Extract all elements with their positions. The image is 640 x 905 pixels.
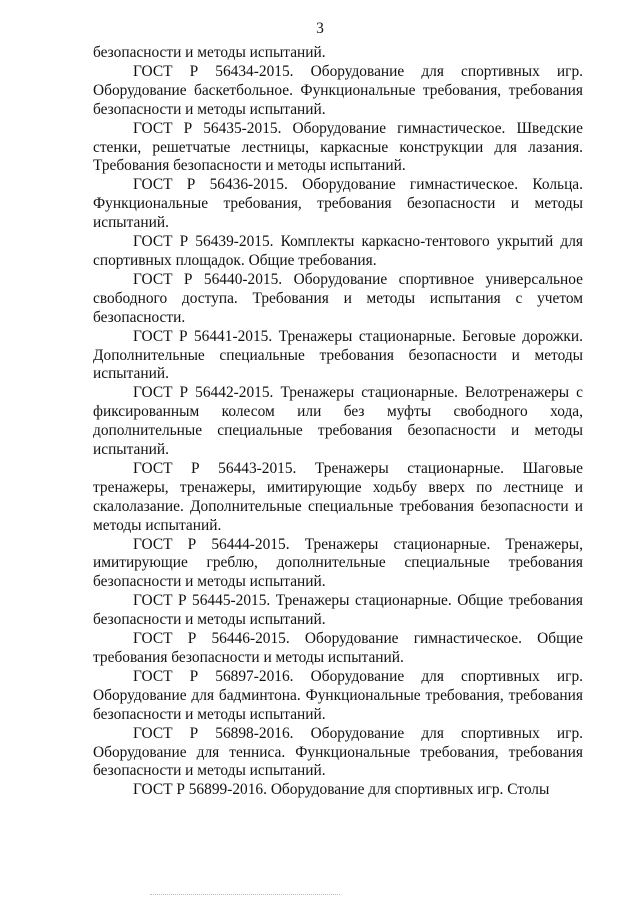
standard-paragraph: ГОСТ Р 56446-2015. Оборудование гимнастическое. Общие требования безопасности и методы испытаний. — [93, 630, 583, 666]
standard-paragraph: ГОСТ Р 56898-2016. Оборудование для спортивных игр. Оборудование для тенниса. Функциональные требования, требования безопасности и методы испытаний. — [93, 724, 583, 780]
standard-paragraph: ГОСТ Р 56440-2015. Оборудование спортивное универсальное свободного доступа. Требования и методы испытания с учетом безопасности. — [93, 270, 583, 326]
scan-artifact-line — [150, 894, 340, 895]
standard-paragraph: ГОСТ Р 56444-2015. Тренажеры стационарные. Тренажеры, имитирующие греблю, дополнительные специальные требования безопасности и методы испытаний. — [93, 535, 583, 591]
standard-paragraph: ГОСТ Р 56436-2015. Оборудование гимнастическое. Кольца. Функциональные требования, требования безопасности и методы испытаний. — [93, 176, 583, 232]
standard-paragraph: ГОСТ Р 56435-2015. Оборудование гимнастическое. Шведские стенки, решетчатые лестницы, каркасные конструкции для лазания. Требования безопасности и методы испытаний. — [93, 119, 583, 175]
standard-paragraph: ГОСТ Р 56899-2016. Оборудование для спортивных игр. Столы — [133, 781, 550, 799]
standard-paragraph: ГОСТ Р 56443-2015. Тренажеры стационарные. Шаговые тренажеры, тренажеры, имитирующие ходьбу вверх по лестнице и скалолазание. Дополнительные специальные требования безопасности и методы испытаний. — [93, 459, 583, 534]
standard-paragraph: ГОСТ Р 56439-2015. Комплекты каркасно-тентового укрытий для спортивных площадок. Общие требования. — [93, 233, 583, 269]
standard-paragraph: ГОСТ Р 56897-2016. Оборудование для спортивных игр. Оборудование для бадминтона. Функциональные требования, требования безопасности и методы испытаний. — [93, 667, 583, 723]
standard-paragraph: ГОСТ Р 56434-2015. Оборудование для спортивных игр. Оборудование баскетбольное. Функциональные требования, требования безопасности и методы испытаний. — [93, 62, 583, 118]
page-number: 3 — [316, 20, 324, 37]
standard-paragraph: ГОСТ Р 56442-2015. Тренажеры стационарные. Велотренажеры с фиксированным колесом или без муфты свободного хода, дополнительные специальные требования безопасности и методы испытаний. — [93, 384, 583, 459]
standard-paragraph: ГОСТ Р 56441-2015. Тренажеры стационарные. Беговые дорожки. Дополнительные специальные требования безопасности и методы испытаний. — [93, 327, 583, 383]
document-body — [93, 44, 583, 800]
standard-paragraph: ГОСТ Р 56445-2015. Тренажеры стационарные. Общие требования безопасности и методы испытаний. — [93, 592, 583, 629]
standard-paragraph: безопасности и методы испытаний. — [93, 44, 326, 61]
